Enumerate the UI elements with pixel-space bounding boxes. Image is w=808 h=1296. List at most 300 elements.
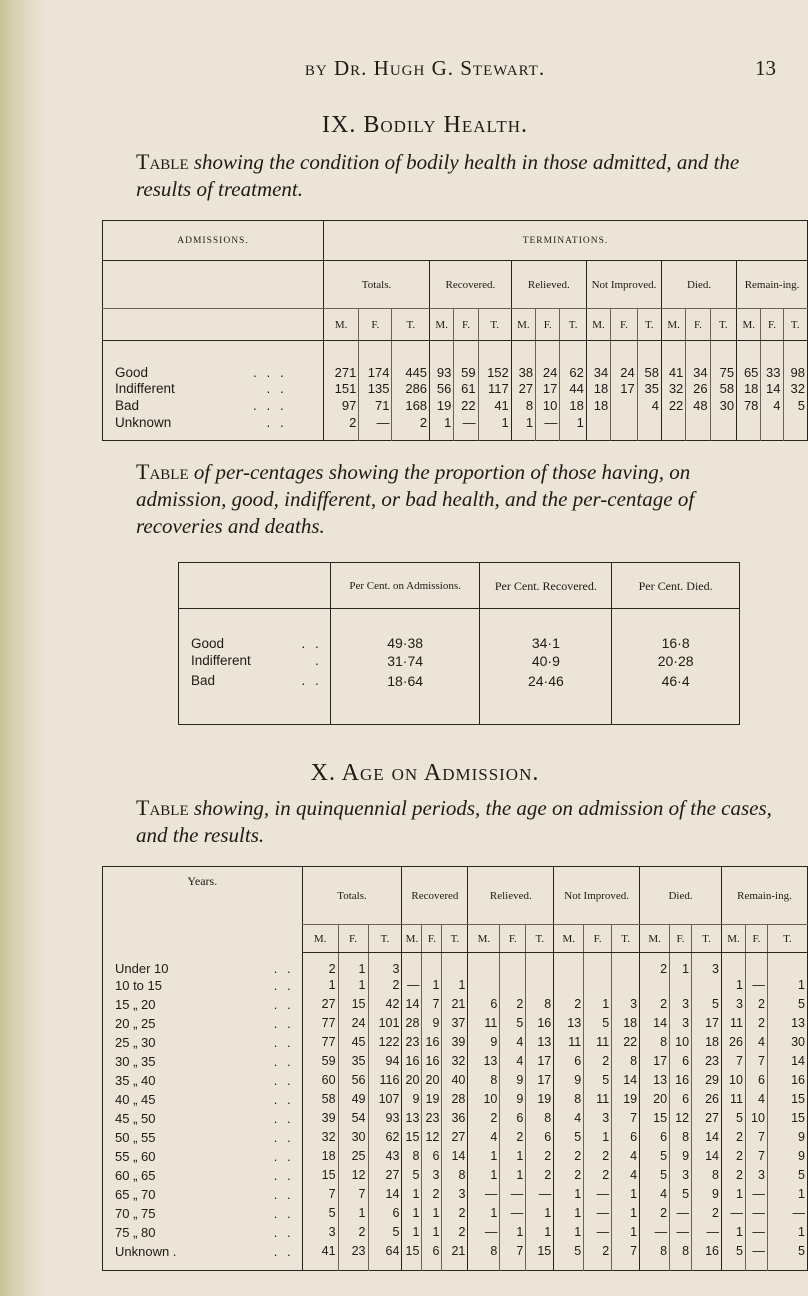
subheader-cell: T. [767, 925, 807, 953]
table-cell [526, 953, 554, 976]
row-label [103, 1185, 303, 1204]
table-cell: 32 [783, 380, 808, 397]
table-cell: 18 [692, 1033, 722, 1052]
table-cell: 8 [612, 1052, 640, 1071]
table-cell: 7 [500, 1242, 526, 1261]
tail-cell [745, 1261, 767, 1271]
table-cell: 1 [670, 953, 692, 976]
row-label [103, 1128, 303, 1147]
percentage-cell: 24·46 [480, 671, 612, 691]
percentage-cell: 16·8 [612, 609, 740, 651]
table-cell: 1 [526, 1223, 554, 1242]
table-cell: 1 [422, 976, 442, 995]
tail-cell [295, 431, 324, 441]
row-label [103, 1071, 303, 1090]
table-cell: 1 [302, 976, 338, 995]
table-cell: 32 [442, 1052, 468, 1071]
table-cell: 21 [442, 995, 468, 1014]
table-cell: — [692, 1223, 722, 1242]
table-cell: 4 [612, 1147, 640, 1166]
subheader-cell: T. [392, 309, 430, 341]
table-cell: 5 [302, 1204, 338, 1223]
header-per-cent-admissions: Per Cent. on Admissions. [330, 563, 480, 609]
table-cell: 14 [692, 1128, 722, 1147]
table-cell: 17 [692, 1014, 722, 1033]
table1-caption [136, 148, 776, 203]
subheader-cell: M. [323, 309, 358, 341]
tail-cell [500, 1261, 526, 1271]
running-head [60, 56, 790, 82]
table-cell: 5 [767, 1166, 807, 1185]
table-cell: 16 [402, 1052, 422, 1071]
table-cell: 6 [612, 1128, 640, 1147]
table-cell [554, 976, 584, 995]
table-cell: 9 [422, 1014, 442, 1033]
table-cell: 7 [338, 1185, 368, 1204]
tail-cell [686, 431, 710, 441]
row-label-text: 25 „ 30 [115, 1034, 156, 1050]
table-cell: 2 [526, 1166, 554, 1185]
table-cell: 3 [721, 995, 745, 1014]
table-cell [692, 976, 722, 995]
table-cell: 2 [721, 1147, 745, 1166]
tail-cell [637, 431, 661, 441]
table-cell: 15 [302, 1166, 338, 1185]
group-header-died: Died. [662, 261, 737, 309]
row-label-text: Under 10 [115, 960, 169, 976]
tail-cell [761, 431, 783, 441]
table-cell: 4 [761, 397, 783, 414]
table-cell: 1 [422, 1204, 442, 1223]
table-cell [761, 414, 783, 431]
table-cell: 1 [584, 995, 612, 1014]
table-cell: 5 [640, 1147, 670, 1166]
table-cell: 41 [478, 397, 511, 414]
row-label-text: Bad [115, 397, 140, 413]
table-row [179, 651, 740, 671]
table-row [179, 671, 740, 691]
row-label-text: 30 „ 35 [115, 1053, 156, 1069]
row-label-text: 75 „ 80 [115, 1224, 156, 1240]
table-cell: 2 [745, 1014, 767, 1033]
row-label-text: 40 „ 45 [115, 1091, 156, 1107]
header-per-cent-died: Per Cent. Died. [612, 563, 740, 609]
table-cell: 9 [767, 1147, 807, 1166]
leader-dots: . . [273, 1072, 294, 1088]
table-cell: 34 [686, 341, 710, 380]
row-label-text: Indifferent [191, 653, 251, 668]
table-cell: 3 [584, 1109, 612, 1128]
table-cell: 2 [721, 1128, 745, 1147]
table-cell: 19 [526, 1090, 554, 1109]
table-cell: 12 [670, 1109, 692, 1128]
table-cell: 8 [526, 1109, 554, 1128]
table-cell: 27 [442, 1128, 468, 1147]
percentage-cell: 20·28 [612, 651, 740, 671]
table-cell [442, 953, 468, 976]
table-cell: 12 [422, 1128, 442, 1147]
table-cell: 1 [500, 1147, 526, 1166]
group-header-relieved: Relieved. [468, 867, 554, 925]
table-cell: 62 [560, 341, 587, 380]
table-cell: 11 [554, 1033, 584, 1052]
table1-caption-text: showing the condition of bodily health in those admitted, and the results of treatment. [136, 150, 740, 201]
table-cell: 8 [554, 1090, 584, 1109]
table-cell: 60 [302, 1071, 338, 1090]
table-cell: 22 [662, 397, 686, 414]
row-label-text: 60 „ 65 [115, 1167, 156, 1183]
table3-caption-text: showing, in quinquennial periods, the age on admission of the cases, and the results. [136, 796, 772, 847]
subheader-cell: F. [611, 309, 638, 341]
leader-dots: . . [266, 380, 287, 396]
tail-cell [536, 431, 560, 441]
group-header-totals: Totals. [323, 261, 429, 309]
table-cell [526, 976, 554, 995]
table-cell: 5 [767, 995, 807, 1014]
table-cell: 135 [359, 380, 392, 397]
table-cell [468, 953, 500, 976]
table-cell: 1 [721, 976, 745, 995]
table-tail-row [103, 1261, 808, 1271]
group-header-totals: Totals. [302, 867, 402, 925]
table-cell: 1 [584, 1128, 612, 1147]
running-head-title: by Dr. Hugh G. Stewart. [304, 56, 546, 80]
table-cell: 58 [710, 380, 737, 397]
table-cell: 30 [767, 1033, 807, 1052]
table-cell: 2 [584, 1147, 612, 1166]
table-cell [612, 976, 640, 995]
table-cell [422, 953, 442, 976]
table-cell: 24 [338, 1014, 368, 1033]
group-header-recovered: Recovered [402, 867, 468, 925]
table-cell: 10 [721, 1071, 745, 1090]
table-cell: 13 [468, 1052, 500, 1071]
table-cell: 4 [637, 397, 661, 414]
table-cell: 2 [745, 995, 767, 1014]
table-cell: 5 [584, 1014, 612, 1033]
table-row [179, 609, 740, 651]
table-cell: — [721, 1204, 745, 1223]
table-cell: 77 [302, 1033, 338, 1052]
table-cell: 24 [536, 341, 560, 380]
table-cell: 10 [536, 397, 560, 414]
table-cell: 2 [584, 1052, 612, 1071]
table2-caption [136, 458, 776, 540]
table-cell: 8 [402, 1147, 422, 1166]
table-row [103, 1128, 808, 1147]
row-label [103, 380, 295, 397]
table-cell [402, 953, 422, 976]
table-cell: 15 [526, 1242, 554, 1261]
table-row [103, 995, 808, 1014]
row-label [179, 651, 331, 671]
table-cell [721, 953, 745, 976]
table-row [103, 1204, 808, 1223]
table-cell: 64 [368, 1242, 402, 1261]
table-cell: 9 [500, 1090, 526, 1109]
row-label [103, 1033, 303, 1052]
table-row [103, 976, 808, 995]
table-cell: 4 [500, 1052, 526, 1071]
table-cell: 11 [584, 1090, 612, 1109]
tail-cell [612, 1261, 640, 1271]
tail-cell [584, 1261, 612, 1271]
table-cell: 6 [745, 1071, 767, 1090]
table-cell: 8 [640, 1033, 670, 1052]
table-cell: 3 [670, 1014, 692, 1033]
table-cell: 3 [745, 1166, 767, 1185]
row-label-text: 10 to 15 [115, 977, 162, 993]
table-cell: 8 [442, 1166, 468, 1185]
group-header-remaining: Remain-ing. [737, 261, 808, 309]
table-cell [468, 976, 500, 995]
table-cell: 30 [710, 397, 737, 414]
row-label [103, 1109, 303, 1128]
table-cell: 11 [721, 1014, 745, 1033]
group-header-not-improved: Not Improved. [586, 261, 661, 309]
leader-dots: . . [266, 414, 287, 430]
table-cell: 35 [338, 1052, 368, 1071]
header-spacer [179, 563, 331, 609]
table-cell: 5 [402, 1166, 422, 1185]
table-cell: 26 [686, 380, 710, 397]
tail-cell [710, 431, 737, 441]
row-label [103, 953, 303, 976]
header-per-cent-recovered: Per Cent. Recovered. [480, 563, 612, 609]
table-row [103, 1242, 808, 1261]
table-cell: 61 [454, 380, 478, 397]
table-cell: 15 [338, 995, 368, 1014]
table-cell: 16 [422, 1033, 442, 1052]
subheader-cell: T. [692, 925, 722, 953]
table-cell: 14 [368, 1185, 402, 1204]
table-cell: 29 [692, 1071, 722, 1090]
tail-cell [368, 1261, 402, 1271]
table-cell: 10 [745, 1109, 767, 1128]
table-cell: — [402, 976, 422, 995]
table-cell: 17 [526, 1071, 554, 1090]
table-cell: 1 [442, 976, 468, 995]
subheader-cell: F. [686, 309, 710, 341]
table-cell: 16 [422, 1052, 442, 1071]
table-cell [710, 414, 737, 431]
table-cell: 152 [478, 341, 511, 380]
table-cell: 8 [468, 1242, 500, 1261]
table-cell [500, 953, 526, 976]
table-cell: 1 [402, 1185, 422, 1204]
table2-body [179, 609, 740, 725]
percentages-table [178, 562, 740, 725]
group-header-died: Died. [640, 867, 722, 925]
table-row [103, 1014, 808, 1033]
table-cell: 93 [430, 341, 454, 380]
table-cell: 7 [422, 995, 442, 1014]
row-label [103, 1242, 303, 1261]
table-cell: 54 [338, 1109, 368, 1128]
tail-cell [480, 691, 612, 725]
tail-cell [359, 431, 392, 441]
leader-dots: . . [273, 1034, 294, 1050]
subheader-cell: M. [554, 925, 584, 953]
table-cell: 8 [511, 397, 535, 414]
admissions-group-header: ADMISSIONS. [103, 221, 324, 261]
table-cell: 15 [640, 1109, 670, 1128]
table-cell: 445 [392, 341, 430, 380]
table-cell: 20 [402, 1071, 422, 1090]
table-cell: 2 [640, 953, 670, 976]
tail-cell [323, 431, 358, 441]
table-cell: 16 [670, 1071, 692, 1090]
table-cell: 2 [721, 1166, 745, 1185]
table-cell: 6 [468, 995, 500, 1014]
table-cell: 15 [767, 1109, 807, 1128]
table-cell [500, 976, 526, 995]
table-cell: 5 [500, 1014, 526, 1033]
tail-cell [721, 1261, 745, 1271]
age-on-admission-table [102, 866, 808, 1271]
table-cell: 271 [323, 341, 358, 380]
row-label [103, 1223, 303, 1242]
table-cell: 28 [442, 1090, 468, 1109]
table-cell: 13 [526, 1033, 554, 1052]
table-cell: 6 [368, 1204, 402, 1223]
table-cell: 30 [338, 1128, 368, 1147]
tail-cell [511, 431, 535, 441]
table-cell: 13 [402, 1109, 422, 1128]
table-cell: 22 [612, 1033, 640, 1052]
table-cell: 34 [586, 341, 610, 380]
table-cell: 117 [478, 380, 511, 397]
subheader-cell: F. [584, 925, 612, 953]
table-cell: 4 [745, 1090, 767, 1109]
table-cell: 1 [612, 1223, 640, 1242]
table-cell: 6 [500, 1109, 526, 1128]
table-cell: 3 [368, 953, 402, 976]
table-cell: 7 [745, 1052, 767, 1071]
page-spine-shadow [0, 0, 48, 1296]
table-cell: 6 [422, 1147, 442, 1166]
table-cell: 5 [721, 1109, 745, 1128]
table-cell: 14 [761, 380, 783, 397]
leader-dots: . . [273, 977, 294, 993]
table-cell: 11 [468, 1014, 500, 1033]
table-cell: 17 [640, 1052, 670, 1071]
row-label [103, 414, 295, 431]
table-cell: 14 [442, 1147, 468, 1166]
table2-caption-text: of per-centages showing the proportion of those having, on admission, good, indifferent, or bad health, and the per-centage of recoveries and deaths. [136, 460, 695, 538]
table-cell: 59 [302, 1052, 338, 1071]
table3-caption-lead: Table [136, 795, 189, 820]
table-cell: 5 [692, 995, 722, 1014]
table-cell: — [745, 1242, 767, 1261]
table-cell: 2 [692, 1204, 722, 1223]
table-cell [611, 414, 638, 431]
subheader-cell: T. [526, 925, 554, 953]
table-cell: 13 [640, 1071, 670, 1090]
percentage-cell: 49·38 [330, 609, 480, 651]
table-cell: 2 [392, 414, 430, 431]
table-cell: 56 [430, 380, 454, 397]
table-cell: 1 [402, 1204, 422, 1223]
table-cell: 2 [526, 1147, 554, 1166]
group-header-not-improved: Not Improved. [554, 867, 640, 925]
page-number: 13 [755, 56, 776, 80]
row-label-text: 20 „ 25 [115, 1015, 156, 1031]
table-cell: 7 [612, 1109, 640, 1128]
table-cell: 116 [368, 1071, 402, 1090]
table-cell: — [584, 1223, 612, 1242]
leader-dots: . . [273, 1148, 294, 1164]
table-cell: 9 [670, 1147, 692, 1166]
subheader-cell: M. [662, 309, 686, 341]
subheader-cell: M. [737, 309, 761, 341]
table-cell [554, 953, 584, 976]
table-cell: 286 [392, 380, 430, 397]
leader-dots: . . [273, 1110, 294, 1126]
table-cell: 36 [442, 1109, 468, 1128]
table-cell: 5 [554, 1128, 584, 1147]
table-cell: 122 [368, 1033, 402, 1052]
table-cell: 22 [454, 397, 478, 414]
table-cell: — [745, 1204, 767, 1223]
table-cell: 11 [584, 1033, 612, 1052]
table-cell: 5 [368, 1223, 402, 1242]
row-label-text: Unknown [115, 414, 172, 430]
table-cell: 16 [767, 1071, 807, 1090]
tail-cell [442, 1261, 468, 1271]
table-cell: 1 [478, 414, 511, 431]
table-cell: 2 [554, 1166, 584, 1185]
table-cell: 17 [536, 380, 560, 397]
table-cell: 1 [468, 1147, 500, 1166]
percentage-cell: 31·74 [330, 651, 480, 671]
header-spacer [103, 261, 324, 309]
table-cell: — [468, 1223, 500, 1242]
table-cell: 48 [686, 397, 710, 414]
table-cell: 14 [402, 995, 422, 1014]
tail-cell [640, 1261, 670, 1271]
table-cell: 5 [584, 1071, 612, 1090]
table-cell: 37 [442, 1014, 468, 1033]
book-page [60, 0, 805, 1296]
table-row [103, 1071, 808, 1090]
table-cell: 41 [302, 1242, 338, 1261]
table-cell [662, 414, 686, 431]
leader-dots: . [315, 653, 322, 668]
table-cell: 1 [526, 1204, 554, 1223]
table-cell: 18 [586, 380, 610, 397]
table-cell: 2 [442, 1223, 468, 1242]
row-label [103, 1052, 303, 1071]
table-cell: 1 [500, 1223, 526, 1242]
table-cell: 23 [692, 1052, 722, 1071]
table-cell: 33 [761, 341, 783, 380]
table-cell: 8 [468, 1071, 500, 1090]
row-label-text: 50 „ 55 [115, 1129, 156, 1145]
table-cell: — [670, 1223, 692, 1242]
table-cell: 58 [637, 341, 661, 380]
table-cell: 39 [302, 1109, 338, 1128]
table-cell: 27 [692, 1109, 722, 1128]
table-cell: 4 [640, 1185, 670, 1204]
table-cell: 1 [338, 953, 368, 976]
leader-dots: . . . [253, 364, 287, 380]
table-cell: 1 [767, 1185, 807, 1204]
table-cell: 39 [442, 1033, 468, 1052]
subheader-cell: M. [511, 309, 535, 341]
table-cell: 2 [442, 1204, 468, 1223]
row-label [103, 341, 295, 380]
